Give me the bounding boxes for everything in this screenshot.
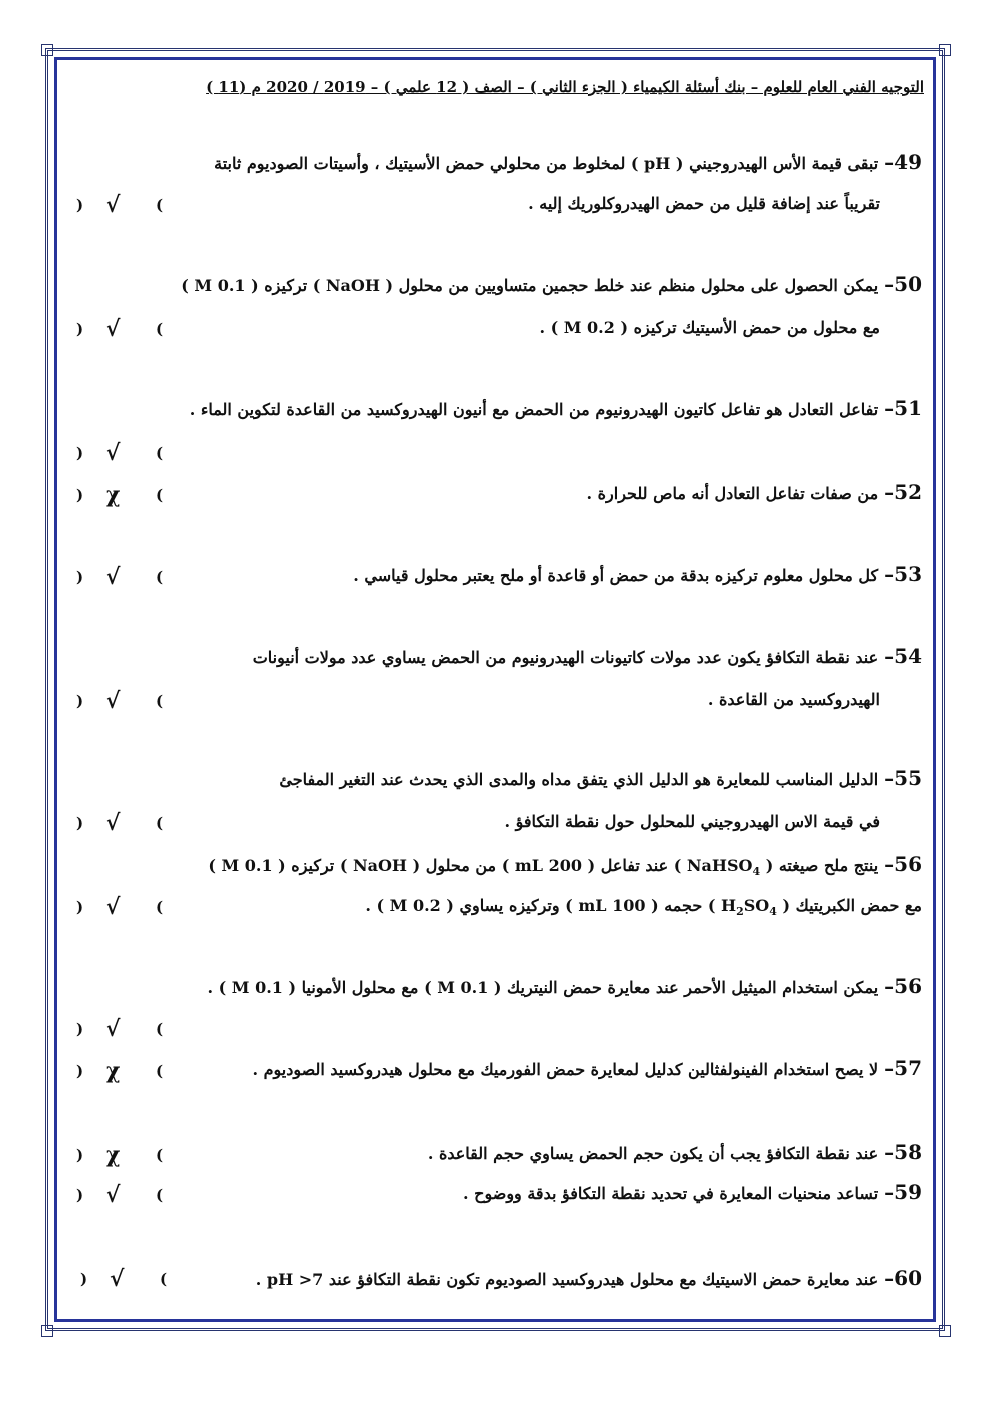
paren-close: (: [160, 1270, 168, 1288]
question-56a-line-2: [90, 896, 922, 922]
question-text: تبقى قيمة الأس الهيدروجيني ( pH ) لمخلوط من محلولي حمض الأسيتيك ، وأسيتات الصوديوم ثابتة: [214, 154, 879, 173]
answer-mark-53: [70, 566, 170, 590]
paren-close: (: [156, 898, 164, 916]
answer-mark-57: [70, 1060, 170, 1084]
answer-mark-50: [70, 318, 170, 342]
answer-mark-58: [70, 1144, 170, 1168]
paren-close: (: [156, 1186, 164, 1204]
answer-mark-49: [70, 194, 170, 218]
paren-close: (: [156, 814, 164, 832]
question-number: 49–: [884, 150, 922, 174]
check-mark-icon: √: [106, 688, 121, 714]
question-text: ينتج ملح صيغته ( NaHSO$_4$ ) عند تفاعل ( 200 mL ) من محلول ( NaOH ) تركيزه ( 0.1 M ): [208, 856, 879, 879]
check-mark-icon: √: [106, 894, 121, 920]
check-mark-icon: √: [106, 1016, 121, 1042]
cross-mark-icon: χ: [106, 1142, 121, 1168]
paren-close: (: [156, 196, 164, 214]
check-mark-icon: √: [106, 564, 121, 590]
paren-open: ): [76, 1146, 84, 1164]
cross-mark-icon: χ: [106, 482, 121, 508]
question-59-line-1: [90, 1182, 922, 1204]
question-text: يمكن الحصول على محلول منظم عند خلط حجمين متساويين من محلول ( NaOH ) تركيزه ( 0.1 M ): [181, 276, 879, 295]
border-corner: [41, 1325, 53, 1337]
answer-mark-51: [70, 442, 170, 466]
question-text: تقريباً عند إضافة قليل من حمض الهيدروكلوريك إليه .: [528, 194, 880, 213]
question-56b-line-1: [90, 976, 922, 998]
question-number: 58–: [884, 1140, 922, 1164]
question-text: كل محلول معلوم تركيزه بدقة من حمض أو قاعدة أو ملح يعتبر محلول قياسي .: [353, 566, 879, 585]
answer-mark-55: [70, 812, 170, 836]
question-text: تفاعل التعادل هو تفاعل كاتيون الهيدرونيوم من الحمض مع أنيون الهيدروكسيد من القاعدة لتكوين الماء .: [189, 400, 879, 419]
question-58-line-1: [90, 1142, 922, 1164]
paren-close: (: [156, 444, 164, 462]
paren-open: ): [76, 444, 84, 462]
question-53-line-1: [90, 564, 922, 586]
question-54-line-2: [90, 690, 922, 710]
paren-open: ): [76, 1186, 84, 1204]
check-mark-icon: √: [106, 192, 121, 218]
question-number: 55–: [884, 766, 922, 790]
check-mark-icon: √: [106, 810, 121, 836]
question-55-line-1: [90, 768, 922, 790]
paren-close: (: [156, 1146, 164, 1164]
paren-open: ): [76, 1020, 84, 1038]
paren-close: (: [156, 486, 164, 504]
question-text: الدليل المناسب للمعايرة هو الدليل الذي يتفق مداه والمدى الذي يحدث عند التغير المفاجئ: [279, 770, 879, 789]
question-54-line-1: [90, 646, 922, 668]
question-51-line-1: [90, 398, 922, 420]
check-mark-icon: √: [106, 316, 121, 342]
cross-mark-icon: χ: [106, 1058, 121, 1084]
answer-mark-59: [70, 1184, 170, 1208]
question-60-line-1: [200, 1268, 922, 1290]
paren-open: ): [76, 486, 84, 504]
border-corner: [41, 44, 53, 56]
question-number: 52–: [884, 480, 922, 504]
check-mark-icon: √: [106, 440, 121, 466]
question-number: 56–: [884, 974, 922, 998]
question-number: 56–: [884, 852, 922, 876]
question-number: 53–: [884, 562, 922, 586]
question-text: تساعد منحنيات المعايرة في تحديد نقطة التكافؤ بدقة ووضوح .: [463, 1184, 879, 1203]
question-text: عند نقطة التكافؤ يجب أن يكون حجم الحمض يساوي حجم القاعدة .: [427, 1144, 879, 1163]
paren-close: (: [156, 320, 164, 338]
paren-open: ): [76, 1062, 84, 1080]
question-text: من صفات تفاعل التعادل أنه ماص للحرارة .: [586, 484, 879, 503]
question-text: في قيمة الاس الهيدروجيني للمحلول حول نقطة التكافؤ .: [504, 812, 880, 831]
paren-open: ): [80, 1270, 88, 1288]
question-text: الهيدروكسيد من القاعدة .: [707, 690, 880, 709]
paren-close: (: [156, 1020, 164, 1038]
question-52-line-1: [90, 482, 922, 504]
question-number: 54–: [884, 644, 922, 668]
answer-mark-54: [70, 690, 170, 714]
answer-mark-56b: [70, 1018, 170, 1042]
border-corner: [939, 44, 951, 56]
answer-mark-56a: [70, 896, 170, 920]
paren-open: ): [76, 814, 84, 832]
answer-mark-52: [70, 484, 170, 508]
question-55-line-2: [90, 812, 922, 832]
border-corner: [939, 1325, 951, 1337]
question-number: 59–: [884, 1180, 922, 1204]
question-57-line-1: [196, 1058, 922, 1080]
question-number: 51–: [884, 396, 922, 420]
question-text: لا يصح استخدام الفينولفثالين كدليل لمعايرة حمض الفورميك مع محلول هيدروكسيد الصوديوم .: [252, 1060, 879, 1079]
question-text: عند نقطة التكافؤ يكون عدد مولات كاتيونات الهيدرونيوم من الحمض يساوي عدد مولات أنيونات: [252, 648, 879, 667]
page-header: التوجيه الفني العام للعلوم – بنك أسئلة الكيمياء ( الجزء الثاني ) – الصف ( 12 علمي ) – 2019 / 2020 م (11 ): [206, 78, 924, 96]
paren-open: ): [76, 568, 84, 586]
question-50-line-2: [90, 318, 922, 338]
question-number: 57–: [884, 1056, 922, 1080]
question-number: 60–: [884, 1266, 922, 1290]
question-text: عند معايرة حمض الاسيتيك مع محلول هيدروكسيد الصوديوم تكون نقطة التكافؤ عند pH >7 .: [255, 1270, 879, 1289]
question-number: 50–: [884, 272, 922, 296]
paren-open: ): [76, 320, 84, 338]
paren-open: ): [76, 692, 84, 710]
paren-open: ): [76, 898, 84, 916]
paren-open: ): [76, 196, 84, 214]
paren-close: (: [156, 1062, 164, 1080]
check-mark-icon: √: [110, 1266, 125, 1292]
question-text: مع حمض الكبريتيك ( $H_2SO_4$ ) حجمه ( 100 mL ) وتركيزه يساوي ( 0.2 M ) .: [365, 896, 922, 919]
question-text: يمكن استخدام الميثيل الأحمر عند معايرة حمض النيتريك ( 0.1 M ) مع محلول الأمونيا ( 0.1 M ) .: [207, 978, 879, 997]
paren-close: (: [156, 692, 164, 710]
check-mark-icon: √: [106, 1182, 121, 1208]
answer-mark-60: [74, 1268, 174, 1292]
question-56a-line-1: [90, 854, 922, 882]
question-text: مع محلول من حمض الأسيتيك تركيزه ( 0.2 M ) .: [539, 318, 880, 337]
question-49-line-2: [90, 194, 922, 214]
question-50-line-1: [90, 274, 922, 296]
question-49-line-1: [90, 152, 922, 174]
paren-close: (: [156, 568, 164, 586]
